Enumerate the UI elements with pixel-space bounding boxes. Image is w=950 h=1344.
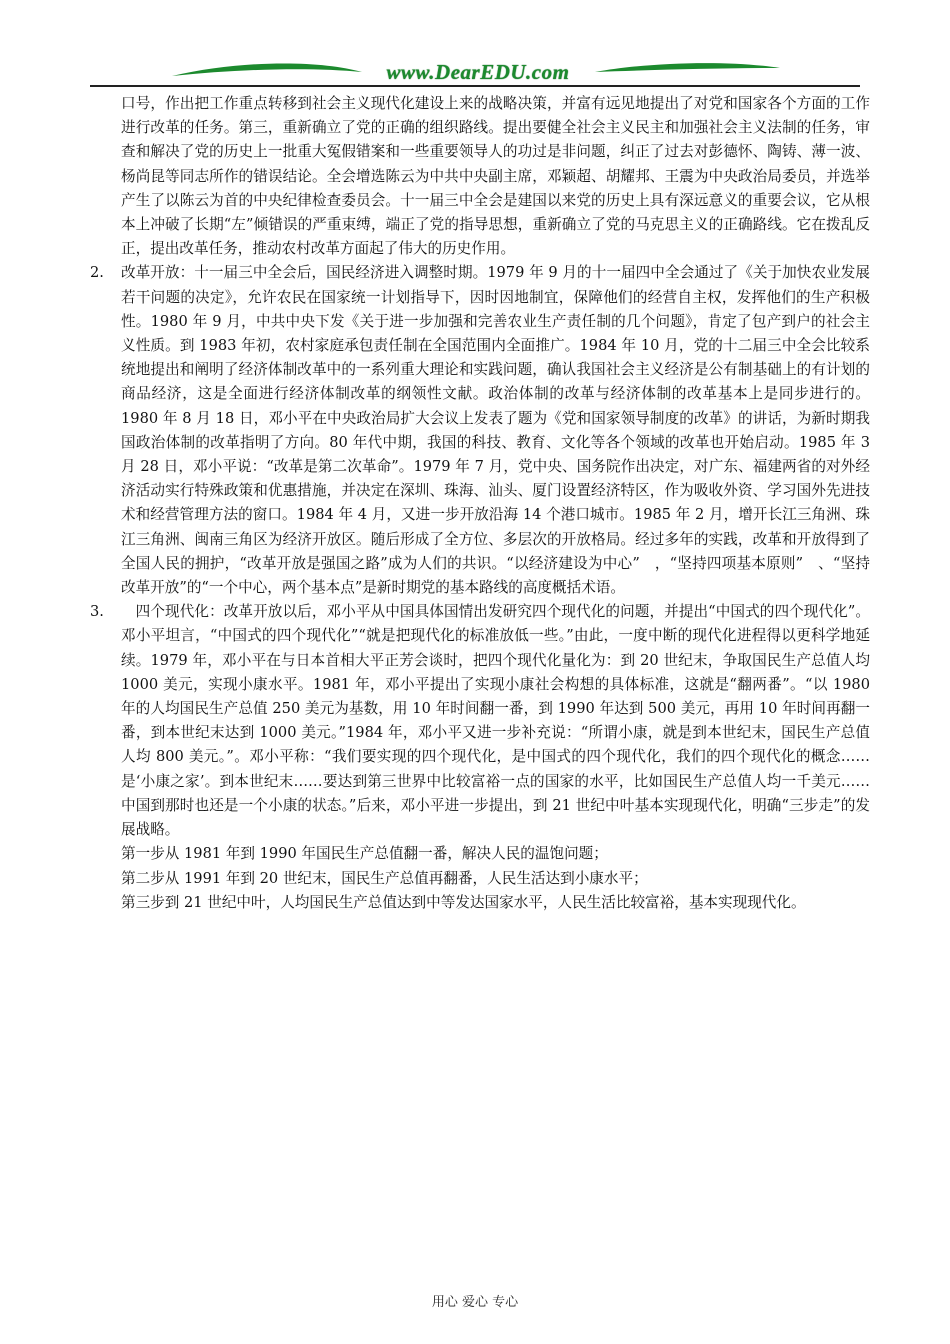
step-three-line: 第三步到 21 世纪中叶，人均国民生产总值达到中等发达国家水平，人民生活比较富裕，基本实现现代化。 <box>121 893 806 911</box>
page-footer: 用心 爱心 专心 <box>431 1295 519 1310</box>
left-swoosh <box>172 63 362 76</box>
step-one-line: 第一步从 1981 年到 1990 年国民生产总值翻一番，解决人民的温饱问题； <box>121 845 608 863</box>
list-item-text: 改革开放：十一届三中全会后，国民经济进入调整时期。1979 年 9 月的十一届四中全会通过了《关于加快农业发展若干问题的决定》，允许农民在国家统一计划指导下，因时因地制宜，保障他们的经营自主权，发挥他们的生产积极性。1980 年 9 月，中共中央下发《关于进一步加强和完善农业生产责任制的几个问题》，肯定了包产到户的社会主义性质。到 1983 年初，农村家庭承包责任制在全国范围内全面推广。1984 年 10 月，党的十二届三中全会比较系统地提出和阐明了经济体制改革中的一系列重大理论和实践问题，确认我国社会主义经济是公有制基础上的有计划的商品经济，这是全面进行经济体制改革的纲领性文献。政治体制的改革与经济体制的改革基本上是同步进行的。1980 年 8 月 18 日，邓小平在中央政治局扩大会议上发表了题为《党和国家领导制度的改革》的讲话，为新时期我国政治体制的改革指明了方向。80 年代中期，我国的科技、教育、文化等各个领域的改革也开始启动。1985 年 3 月 28 日，邓小平说：“改革是第二次革命”。1979 年 7 月，党中央、国务院作出决定，对广东、福建两省的对外经济活动实行特殊政策和优惠措施，并决定在深圳、珠海、汕头、厦门设置经济特区，作为吸收外资、学习国外先进技术和经营管理方法的窗口。1984 年 4 月，又进一步开放沿海 14 个港口城市。1985 年 2 月，增开长江三角洲、珠江三角洲、闽南三角区为经济开放区。随后形成了全方位、多层次的开放格局。经过多年的实践，改革和开放得到了全国人民的拥护，“改革开放是强国之路”成为人们的共识。“以经济建设为中心” ，“坚持四项基本原则” 、“坚持改革开放”的“一个中心，两个基本点”是新时期党的基本路线的高度概括术语。 <box>121 264 870 597</box>
list-item-four-modernizations <box>90 600 870 842</box>
list-item-number: 2. <box>90 264 104 282</box>
intro-paragraph: 口号，作出把工作重点转移到社会主义现代化建设上来的战略决策，并富有远见地提出了对党和国家各个方面的工作进行改革的任务。第三，重新确立了党的正确的组织路线。提出要健全社会主义民主和加强社会主义法制的任务，审查和解决了党的历史上一批重大冤假错案和一些重要领导人的功过是非问题，纠正了过去对彭德怀、陶铸、薄一波、杨尚昆等同志所作的错误结论。全会增选陈云为中共中央副主席，邓颖超、胡耀邦、王震为中央政治局委员，并选举产生了以陈云为首的中央纪律检查委员会。十一届三中全会是建国以来党的历史上具有深远意义的重要会议，它从根本上冲破了长期“左”倾错误的严重束缚，端正了党的指导思想，重新确立了党的马克思主义的正确路线。它在拨乱反正，提出改革任务，推动农村改革方面起了伟大的历史作用。 <box>121 95 870 258</box>
list-item-reform-opening <box>90 261 870 600</box>
step-two-line: 第二步从 1991 年到 20 世纪末，国民生产总值再翻番，人民生活达到小康水平； <box>121 869 648 887</box>
header-divider <box>90 85 860 87</box>
document-body <box>90 92 870 915</box>
right-swoosh <box>595 63 780 72</box>
list-item-number: 3. <box>90 603 104 621</box>
page-header <box>90 56 860 90</box>
list-item-text: 四个现代化：改革开放以后，邓小平从中国具体国情出发研究四个现代化的问题，并提出“中国式的四个现代化”。邓小平坦言，“中国式的四个现代化”“就是把现代化的标准放低一些。”由此，一度中断的现代化进程得以更科学地延续。1979 年，邓小平在与日本首相大平正芳会谈时，把四个现代化量化为：到 20 世纪末，争取国民生产总值人均 1000 美元，实现小康水平。1981 年，邓小平提出了实现小康社会构想的具体标准，这就是“翻两番”。“以 1980 年的人均国民生产总值 250 美元为基数，用 10 年时间翻一番，到 1990 年达到 500 美元，再用 10 年时间再翻一番，到本世纪末达到 1000 美元。”1984 年，邓小平又进一步补充说：“所谓小康，就是到本世纪末，国民生产总值人均 800 美元。”。邓小平称：“我们要实现的四个现代化，是中国式的四个现代化，我们的四个现代化的概念……是‘小康之家’。到本世纪末……要达到第三世界中比较富裕一点的国家的水平，比如国民生产总值人均一千美元……中国到那时也还是一个小康的状态。”后来，邓小平进一步提出，到 21 世纪中叶基本实现现代化，明确“三步走”的发展战略。 <box>121 603 870 839</box>
site-logo-text: www.DearEDU.com <box>386 60 570 84</box>
